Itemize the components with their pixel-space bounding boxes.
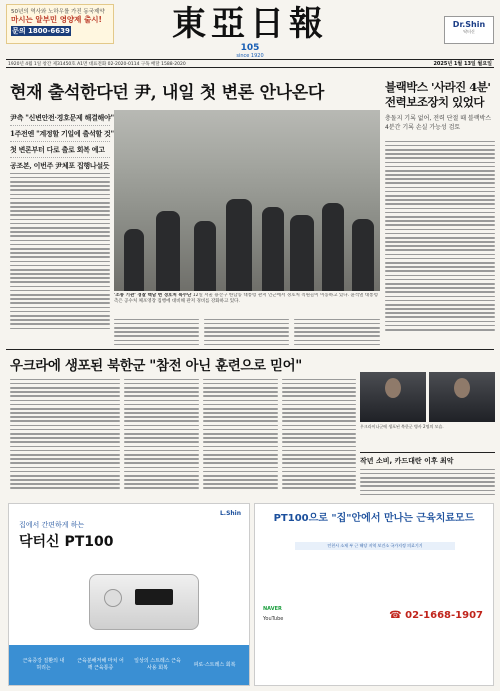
newspaper-name: 東亞日報 [172,4,328,44]
lead-body-col4 [294,316,380,350]
second-body-col3 [203,376,278,500]
second-headline[interactable]: 우크라에 생포된 북한군 "참전 아닌 훈련으로 믿어" [10,358,302,374]
feature-2: 근육분해저해 마치 어깨 근육통증 [77,658,124,671]
ad-logos [263,604,373,624]
ad-features [9,645,249,685]
issue-meta-bar [6,59,494,68]
feature-1: 근육증강 질환의 내 허리는 [22,658,65,671]
bottom-left-ad[interactable] [8,503,250,686]
lead-deck-4: 공조본, 이번주 尹체포 집행나설듯 [10,158,110,174]
since-label: since 1920 [236,53,264,59]
ad-product: 닥터신 PT100 [19,534,114,550]
drshin-logo: Dr.Shin [452,20,486,29]
bottom-right-ad[interactable] [254,503,494,686]
top-right-ad[interactable] [444,16,494,44]
section-divider [6,349,494,350]
youtube-logo: YouTube [263,616,284,622]
sidebar-deck: 충돌지 기록 없어, 전력 단절 때 블랙박스 4분간 기록 손실 가능성 검토 [385,115,492,131]
naver-logo: NAVER [263,606,282,612]
lead-headline[interactable]: 현재 출석한다던 尹, 내일 첫 변론 안나온다 [10,83,324,103]
second-body-col1 [10,376,120,500]
caption-bold: '소통 기관' 경찰 백남 변 경호처 특수단 [114,293,192,298]
sidebar-body [385,138,495,350]
lead-body-left [10,170,110,345]
lead-deck-1: 尹측 "신변안전·경호문제 해결해야" [10,110,110,126]
ad-headline: PT100으로 "집"안에서 만나는 근육치료모드 [273,513,475,524]
ad-line1: 집에서 간편하게 하는 [19,521,85,529]
lead-photo-caption [114,293,380,313]
device-image [89,574,199,630]
newspaper-masthead [150,4,350,58]
screen-display [135,589,173,605]
second-photo[interactable] [360,372,495,422]
ad-line2: 마시는 알부민 영양제 출시! [11,15,102,24]
lead-decks [10,110,114,174]
ad-phone: 문의 1800-6639 [12,27,70,35]
lead-deck-3: 첫 변론부터 다로 출로 회복 예고 [10,142,110,158]
second-body-col4 [282,376,356,500]
sidebar-headline[interactable]: 블랙박스 '사라진 4분' 전력보조장치 있었다 [385,80,491,109]
ad-line1: 50년의 역사와 노하우를 가진 동국제약 [11,9,105,15]
lead-body-col3 [204,316,289,350]
second-body-col2 [124,376,199,500]
lead-deck-2: 1주전엔 "계정할 기일에 출석할 것" [10,126,110,142]
power-icon [104,589,122,607]
lead-body-col2 [114,316,199,350]
column-body [360,466,495,500]
ad-brand: L.Shin [219,510,241,517]
caption-text: 12일 서울 용산구 한남동 대통령 관저 인근에서 경호처 직원들이 이동하고 있다. 윤석열 대통령 측은 공수처 체포영장 집행에 대비해 관저 경비를 강화하고 있다. [114,293,378,304]
ad-banner: 인천시 소재 부 근 해당 지역 보건소 국가지정 의료기기 [295,542,455,550]
second-photo-caption: 우크라이나군에 생포된 북한군 병사 2명의 모습. [360,424,444,429]
ad-phone[interactable]: ☎ 02-1668-1907 [389,610,483,621]
anniversary-number: 105 [240,43,260,53]
issue-date: 2025년 1월 13일 월요일 [433,61,492,67]
drshin-sub: 닥터신 [463,29,475,34]
feature-4: 피로·스트레스 회복 [193,661,236,668]
top-left-ad[interactable] [6,4,114,44]
column-title[interactable]: 작년 소비, 카드대란 이후 최악 [360,452,495,466]
lead-photo[interactable] [114,110,380,291]
feature-3: 일상의 스트레스 근육 사용 회복 [134,658,181,671]
issue-info: 1920년 4월 1일 창간 제31450호 A1면 대표전화 02-2020-0114 구독 배달 1588-2020 [8,61,186,67]
